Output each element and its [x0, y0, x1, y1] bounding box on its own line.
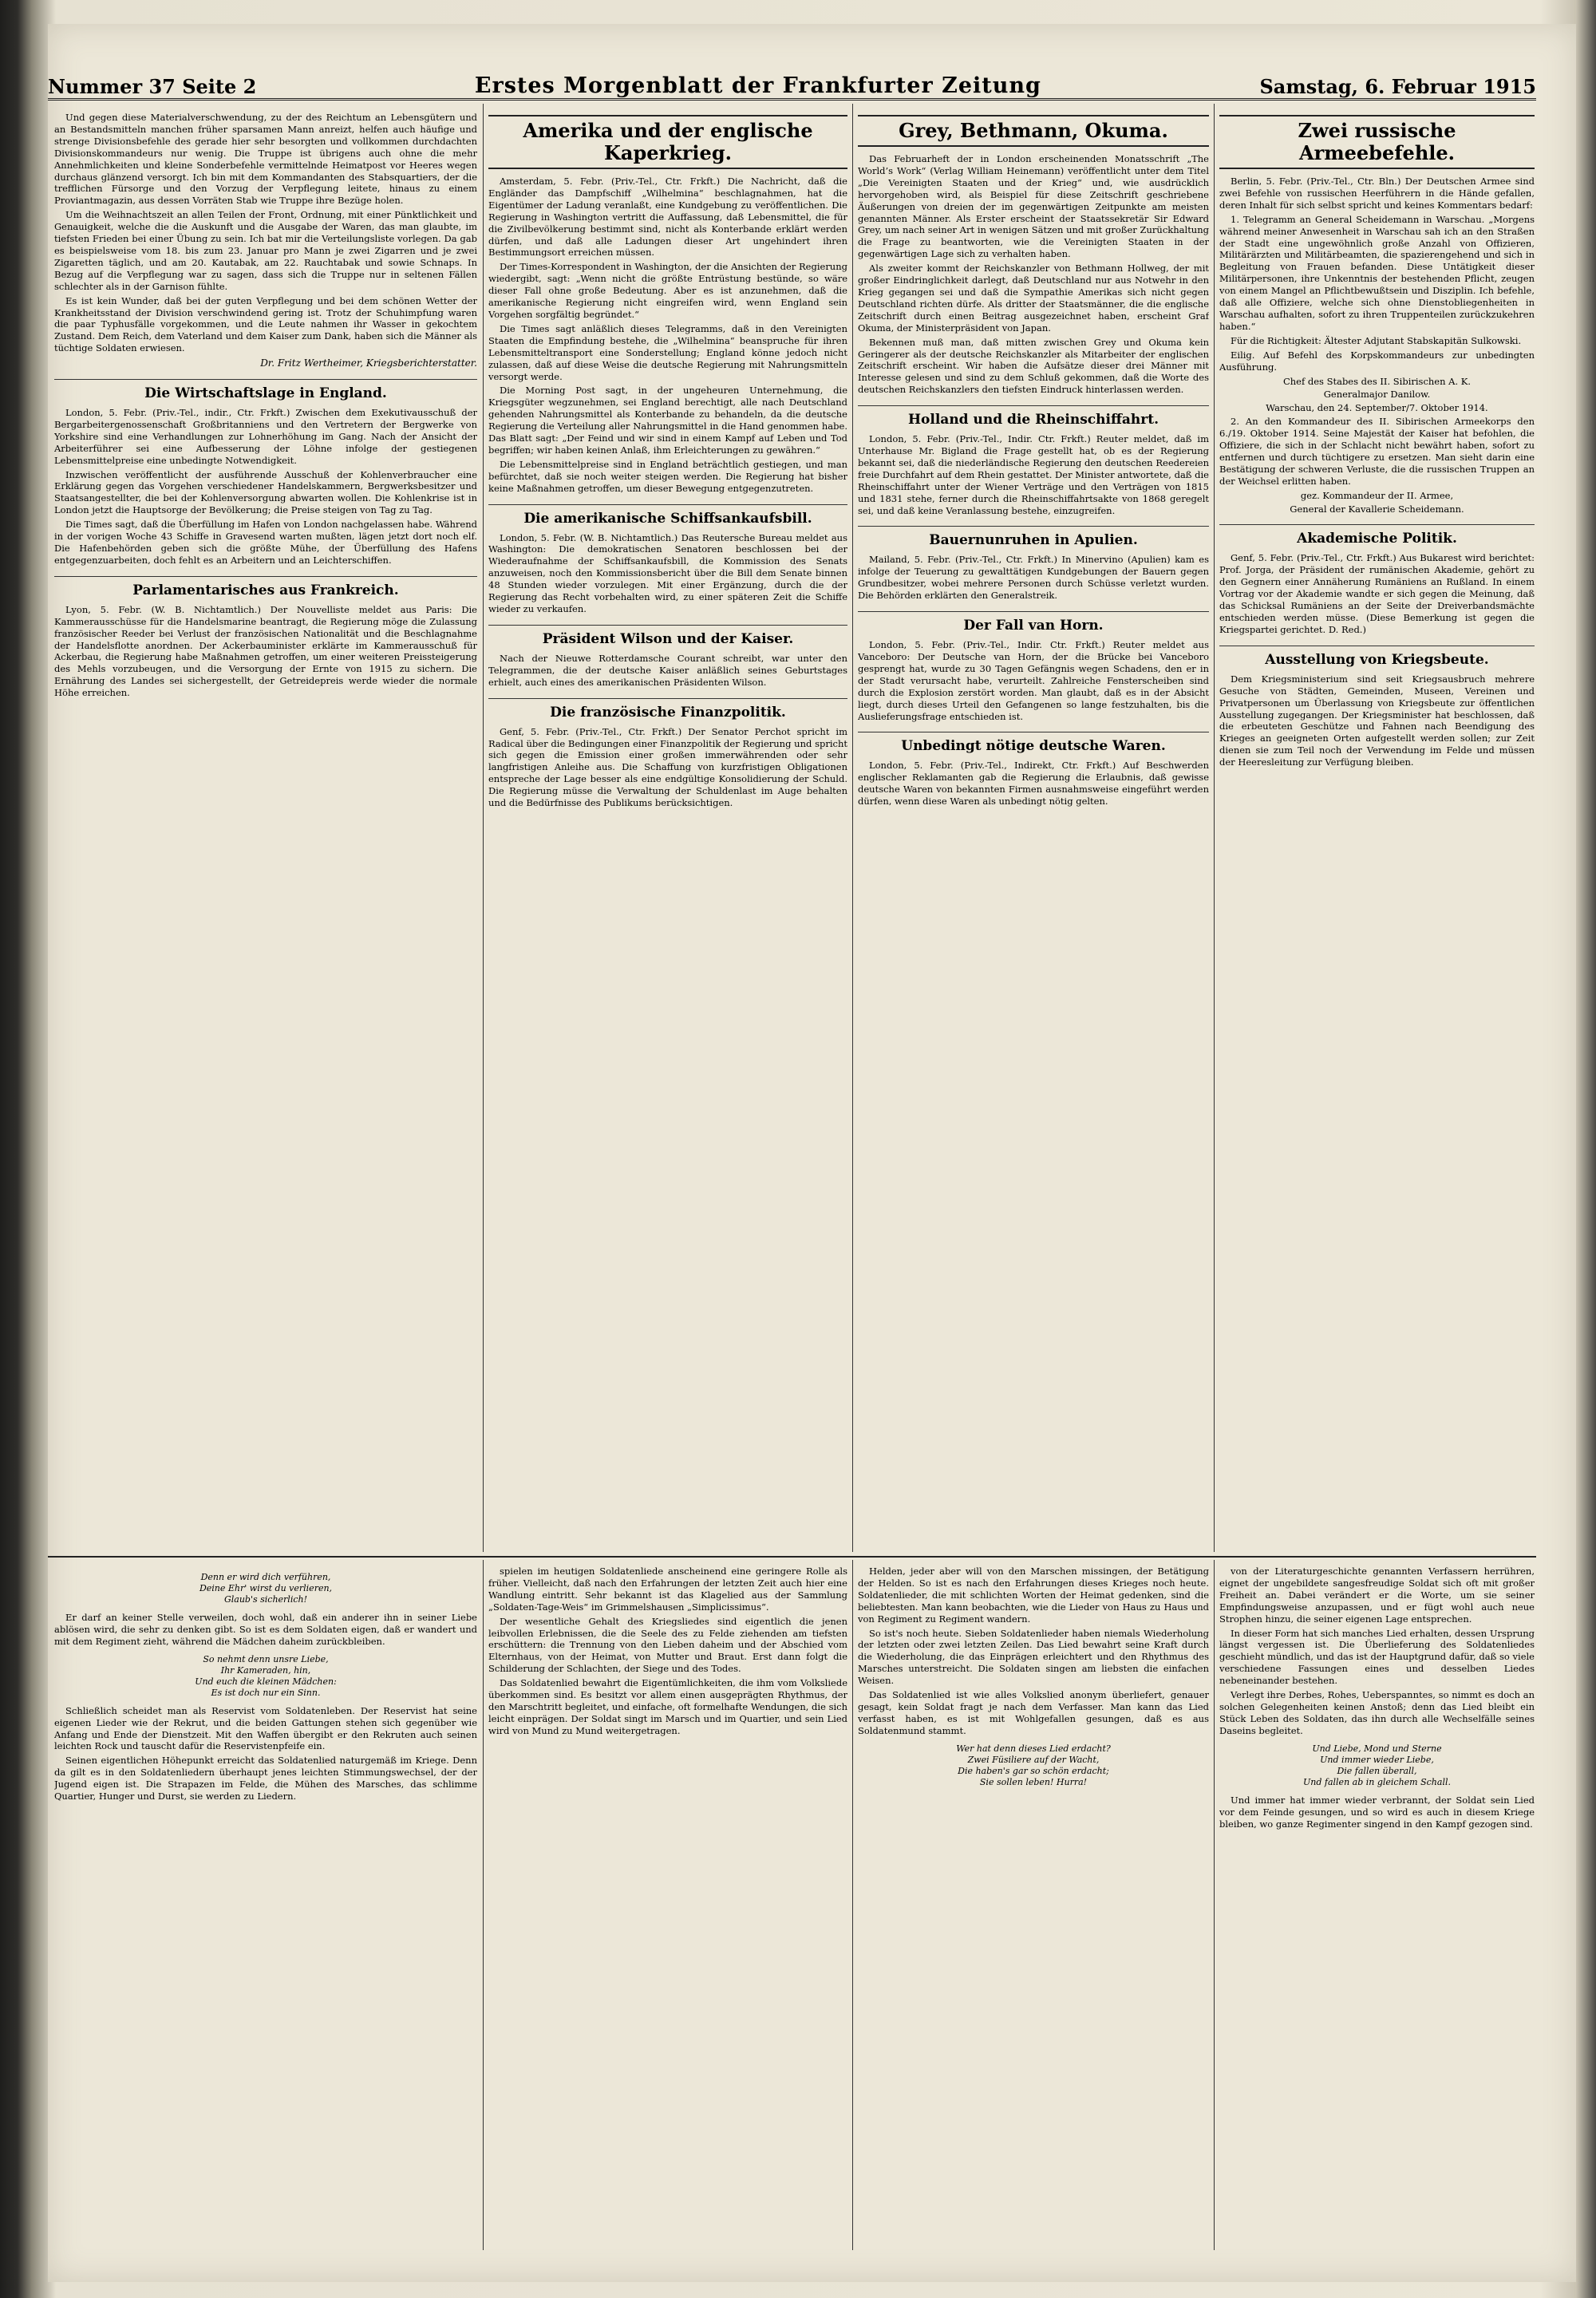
column-3: [858, 112, 1209, 1548]
column-4: [1219, 112, 1535, 1548]
article-paragraph: Schließlich scheidet man als Reservist vom Soldatenleben. Der Reservist hat seine eigenen Lieder wie der Rekrut, und die beiden Gattungen stehen sich gegenüber wie Anfang und Ende der Dienstzeit. Mit den Waffen übergibt er den Rekruten auch seinen leichten Rock und tauscht dafür die Reservistenpfeife ein.: [54, 1704, 477, 1752]
feuilleton-rule: [48, 1556, 1536, 1558]
article-paragraph: London, 5. Febr. (W. B. Nichtamtlich.) Das Reutersche Bureau meldet aus Washington: Die demokratischen Senatoren beschlossen bei der Wiederaufnahme der Schiffsankaufsbill, die Kommission des Senats anzuweisen, noch den Kommissionsbericht über die Bill dem Senate binnen 48 Stunden wieder vorzulegen. Mit einer Ergänzung, durch die der Regierung das Recht vorbehalten wird, zu einer späteren Zeit die Schiffe wieder zu verkaufen.: [488, 531, 847, 614]
masthead: [48, 60, 1536, 101]
verse-line: Sie sollen leben! Hurra!: [979, 1776, 1088, 1787]
feuilleton-column-2: [488, 1566, 847, 2248]
article-heading: Präsident Wilson und der Kaiser.: [488, 625, 847, 648]
article-paragraph: Verlegt ihre Derbes, Rohes, Ueberspanntes, so nimmt es doch an solchen Gelegenheiten keinen Anstoß; denn das Lied bleibt ein Stück Leben des Soldaten, das ihn durch alle Wechselfälle seines Daseins begleitet.: [1219, 1689, 1535, 1736]
verse-line: Denn er wird dich verführen,: [200, 1572, 331, 1582]
verse-line: Die haben's gar so schön erdacht;: [958, 1765, 1109, 1776]
verse-block: [54, 1654, 477, 1699]
article-paragraph: Das Soldatenlied bewahrt die Eigentümlichkeiten, die ihm vom Volksliede überkommen sind. Es besitzt vor allem einen ausgeprägten Rhythmus, der den Marschtritt begleitet, und einfache, oft formelhafte Wendungen, die sich leicht einprägen. Der Soldat singt im Marsch und im Quartier, und sein Lied wird von Mund zu Mund weitergetragen.: [488, 1677, 847, 1736]
article-heading: Die Wirtschaftslage in England.: [54, 379, 477, 402]
column-rule: [1214, 104, 1215, 1552]
feuilleton-column-3: [858, 1566, 1209, 2248]
article-heading: Akademische Politik.: [1219, 524, 1535, 547]
verse-line: Ihr Kameraden, hin,: [220, 1664, 311, 1676]
article-paragraph: Genf, 5. Febr. (Priv.-Tel., Ctr. Frkft.) Der Senator Perchot spricht im Radical über die Bedingungen einer Finanzpolitik der Regierung und spricht sich gegen die Emission einer großen immerwährenden oder sehr langfristigen Anleihe aus. Die Schaffung von kurzfristigen Obligationen entspreche der Lage besser als eine endgültige Konsolidierung der Schuld. Die Regierung müsse die Verwaltung der Schuldenlast im Auge behalten und die Bedürfnisse des Publikums berücksichtigen.: [488, 725, 847, 809]
issue-date: Samstag, 6. Februar 1915: [1259, 75, 1536, 98]
article-paragraph: Die Times sagt anläßlich dieses Telegramms, daß in den Vereinigten Staaten die Empfindung bestehe, die „Wilhelmina“ beanspruche für ihren Lebensmitteltransport eine Sonderstellung; England könne jedoch nicht zulassen, daß auf diese Weise die deutsche Regierung mit Nahrungsmitteln versorgt werde.: [488, 322, 847, 382]
verse-line: Und euch die kleinen Mädchen:: [195, 1676, 337, 1687]
article-paragraph: 1. Telegramm an General Scheidemann in Warschau. „Morgens während meiner Anwesenheit in Warschau sah ich an den Straßen der Stadt eine ungewöhnlich große Anzahl von Offizieren, Militärärzten und Militärbeamten, die spazierengehend und sich in Begleitung von Frauen befanden. Diese Untätigkeit dieser Militärpersonen, ihre Unkenntnis der bestehenden Pflicht, zeugen von einem Mangel an Pflichtbewußtsein und Disziplin. Ich befehle, daß alle Offiziere, welche sich ohne Dienstobliegenheiten in Warschau aufhalten, sofort zu ihren Truppenteilen zurückzukehren haben.“: [1219, 213, 1535, 332]
signature-line: Warschau, den 24. September/7. Oktober 1914.: [1266, 402, 1488, 414]
article-heading: Die amerikanische Schiffsankaufsbill.: [488, 504, 847, 527]
verse-line: Deine Ehr' wirst du verlieren,: [199, 1583, 333, 1593]
article-paragraph: Lyon, 5. Febr. (W. B. Nichtamtlich.) Der Nouvelliste meldet aus Paris: Die Kammerausschüsse für die Handelsmarine beantragt, die Regierung möge die Zulassung französischer Reeder bei Verlust der französischen Nationalität und die Beschlagnahme der Handelsflotte anordnen. Der Ackerbauminister erklärte im Kammerausschuß für Ackerbau, die Regierung habe Maßnahmen getroffen, um einer weiteren Preissteigerung des Mehls vorzubeugen, und die Versorgung der Ernte von 1915 zu sichern. Die Ernährung des Landes sei sichergestellt, der Getreidepreis werde wieder die normale Höhe erreichen.: [54, 603, 477, 699]
column-rule: [1214, 1560, 1215, 2250]
article-paragraph: Helden, jeder aber will von den Marschen missingen, der Betätigung der Helden. So ist es nach den Erfahrungen dieses Krieges noch heute. Soldatenlieder, die mit schlichten Worten der Heimat gedenken, sind die beliebtesten. Man kann beobachten, wie die Lieder von Haus zu Haus und von Regiment zu Regiment wandern.: [858, 1566, 1209, 1625]
article-paragraph: Er darf an keiner Stelle verweilen, doch wohl, daß ein anderer ihn in seiner Liebe ablösen wird, die sehr zu denken gibt. So ist es dem Soldaten eigen, daß er wandert und mit dem Regiment zieht, während die Mädchen daheim zurückbleiben.: [54, 1612, 477, 1647]
article-paragraph: Um die Weihnachtszeit an allen Teilen der Front, Ordnung, mit einer Pünktlichkeit und Genauigkeit, welche die die Auskunft und die Ausgabe der Waren, das man glaubte, im tiefsten Frieden bei einer Übung zu sein. Ich bat mir die Verteilungsliste vorlegen. Da gab es beispielsweise vom 18. bis zum 23. Januar pro Mann je zwei Zigarren und je zwei Zigaretten täglich, und am 20. Kautabak, am 22. Rauchtabak und sowie Schnaps. In Bezug auf die Verpflegung war zu sagen, dass sich die Truppe nur in seltenen Fällen schlechter als in der Garnison fühlte.: [54, 209, 477, 292]
article-paragraph: Und immer hat immer wieder verbrannt, der Soldat sein Lied vor dem Feinde gesungen, und so wird es auch in diesem Kriege bleiben, wo ganze Regimenter singend in den Kampf gezogen sind.: [1219, 1794, 1535, 1830]
article-paragraph: Das Februarheft der in London erscheinenden Monatsschrift „The World’s Work“ (Verlag William Heinemann) veröffentlicht unter dem Titel „Die Vereinigten Staaten und der Krieg“ und, wie ausdrücklich hervorgehoben wird, als Beispiel für diese Zeitschrift geschriebene Äußerungen von dreien der im gegenwärtigen Zeitpunkte am meisten genannten Männer. Als Erster erscheint der Staatssekretär Sir Edward Grey, um nach seiner Art in wenigen Sätzen und mit großer Zurückhaltung die Frage zu beantworten, wie die Vereinigten Staaten in der gegenwärtigen Lage sich zu verhalten haben.: [858, 153, 1209, 260]
article-paragraph: Eilig. Auf Befehl des Korpskommandeurs zur unbedingten Ausführung.: [1219, 349, 1535, 373]
signature-line: gez. Kommandeur der II. Armee,: [1300, 489, 1454, 501]
article-paragraph: Seinen eigentlichen Höhepunkt erreicht das Soldatenlied naturgemäß im Kriege. Denn da gilt es in den Soldatenliedern überhaupt jenes leichten Stimmungswechsel, der der Jugend eigen ist. Die Strapazen im Felde, die Mühen des Marsches, das schlimme Quartier, Hunger und Durst, sie werden zu Liedern.: [54, 1755, 477, 1802]
article-heading: Bauernunruhen in Apulien.: [858, 526, 1209, 549]
article-paragraph: Als zweiter kommt der Reichskanzler von Bethmann Hollweg, der mit großer Eindringlichkeit darlegt, daß Deutschland nur aus Notwehr in den Krieg gegangen sei und daß die Sympathie Amerikas sich nicht gegen Deutschland richten dürfe. Als dritter der Staatsmänner, die die englische Zeitschrift durch einen Beitrag ausgezeichnet haben, erscheint Graf Okuma, der Ministerpräsident von Japan.: [858, 263, 1209, 334]
article-paragraph: 2. An den Kommandeur des II. Sibirischen Armeekorps den 6./19. Oktober 1914. Seine Majestät der Kaiser hat befohlen, die Offiziere, die sich in der Schlacht nicht bewährt haben, sofort zu entfernen und durch tüchtigere zu ersetzen. Man sieht darin eine Bestätigung der schweren Verluste, die die russischen Truppen an der Weichsel erlitten haben.: [1219, 416, 1535, 487]
article-paragraph: Mailand, 5. Febr. (Priv.-Tel., Ctr. Frkft.) In Minervino (Apulien) kam es infolge der Teuerung zu gewalttätigen Kundgebungen der Bauern gegen Grundbesitzer, wobei mehrere Personen durch Schüsse verletzt wurden. Die Behörden erklärten den Generalstreik.: [858, 554, 1209, 602]
verse-block: [54, 1572, 477, 1605]
verse-line: Die fallen überall,: [1337, 1765, 1417, 1776]
article-paragraph: Der wesentliche Gehalt des Kriegsliedes sind eigentlich die jenen leibvollen Erlebnissen, die die Seele des zu Felde ziehenden am tiefsten erschüttern: die Trennung von den Lieben daheim und der Abschied vom Elternhaus, von der Heimat, von Mutter und Braut. Erst dann folgt die Schilderung der Schlachten, der Siege und des Todes.: [488, 1615, 847, 1675]
article-heading: Amerika und der englische Kaperkrieg.: [488, 115, 847, 169]
verse-line: Und fallen ab in gleichem Schall.: [1303, 1776, 1451, 1787]
article-paragraph: Das Soldatenlied ist wie alles Volkslied anonym überliefert, genauer gesagt, kein Soldat fragt je nach dem Verfasser. Man kann das Lied verfasst haben, es ist mit Wohlgefallen gesungen, daß es aus Soldatenmund stammt.: [858, 1689, 1209, 1736]
verse-line: Glaub's sicherlich!: [223, 1594, 308, 1605]
article-heading: Ausstellung von Kriegsbeute.: [1219, 646, 1535, 669]
feuilleton-column-1: [54, 1566, 477, 2248]
column-1: [54, 112, 477, 1548]
article-paragraph: Die Times sagt, daß die Überfüllung im Hafen von London nachgelassen habe. Während in der vorigen Woche 43 Schiffe in Gravesend warten mußten, lägen jetzt dort noch elf. Die Hafenbehörden geben sich die größte Mühe, der Überfüllung des Hafens entgegenzuarbeiten, doch fehlt es an Arbeitern und an Leichterschiffen.: [54, 519, 477, 566]
feuilleton-column-4: [1219, 1566, 1535, 2248]
verse-line: Und immer wieder Liebe,: [1320, 1754, 1434, 1765]
article-paragraph: spielen im heutigen Soldatenliede anscheinend eine geringere Rolle als früher. Vielleicht, daß nach den Erfahrungen der letzten Zeit auch hier eine Wandlung eintritt. Sehr bekannt ist das Klagelied aus der Sammlung „Soldaten-Tage-Weis“ im Grimmelshausen „Simplicissimus“.: [488, 1566, 847, 1613]
article-heading: Grey, Bethmann, Okuma.: [858, 115, 1209, 147]
article-paragraph: Die Morning Post sagt, in der ungeheuren Unternehmung, die Kriegsgüter wegzunehmen, sei England berechtigt, alle nach Deutschland gehenden Nahrungsmittel als Konterbande zu behandeln, da die deutsche Regierung die Verteilung aller Nahrungsmittel in die Hand genommen habe. Das Blatt sagt: „Der Feind und wir sind in einem Kampf auf Leben und Tod begriffen; wir haben keinen Anlaß, ihm Erleichterungen zu gewähren.“: [488, 385, 847, 456]
article-paragraph: London, 5. Febr. (Priv.-Tel., Indir. Ctr. Frkft.) Reuter meldet aus Vanceboro: Der Deutsche van Horn, der die Brücke bei Vanceboro gesprengt hat, wurde zu 30 Tagen Gefängnis wegen Schadens, den er in der Stadt verursacht habe, verurteilt. Zahlreiche Fensterscheiben sind durch die Explosion zerstört worden. Man glaubt, daß es in der Absicht liegt, durch dieses Urteil den Gefangenen so lange festzuhalten, bis die Auslieferungsfrage entschieden ist.: [858, 639, 1209, 722]
verse-block: [1219, 1743, 1535, 1788]
article-paragraph: Dem Kriegsministerium sind seit Kriegsausbruch mehrere Gesuche von Städten, Gemeinden, Museen, Vereinen und Privatpersonen um Überlassung von Kriegsbeute zur öffentlichen Ausstellung zugegangen. Der Kriegsminister hat beschlossen, daß die erbeuteten Geschütze und Fahnen nach Beendigung des Krieges an geeigneten Orten aufgestellt werden sollen; zur Zeit dienen sie zum Teil noch der Verwendung im Felde und müssen der Heeresleitung zur Verfügung bleiben.: [1219, 673, 1535, 768]
column-rule: [483, 104, 484, 1552]
author-byline: Dr. Fritz Wertheimer, Kriegsberichterstatter.: [260, 357, 477, 369]
article-heading: Parlamentarisches aus Frankreich.: [54, 576, 477, 599]
column-2: [488, 112, 847, 1548]
article-paragraph: London, 5. Febr. (Priv.-Tel., Indir. Ctr. Frkft.) Reuter meldet, daß im Unterhause Mr. Bigland die Frage gestellt hat, ob es der Regierung bekannt sei, daß die niederländische Regierung den deutschen Reedereien freie Durchfahrt auf dem Rhein gestattet. Der Minister antwortete, daß die Rheinschiffahrt unter der Wiener Verträge und den Verträgen von 1815 und 1831 stehe, ferner durch die Rheinschiffahrtsakte von 1868 geregelt sei, und daß keine Veranlassung bestehe, einzugreifen.: [858, 433, 1209, 516]
article-paragraph: Bekennen muß man, daß mitten zwischen Grey und Okuma kein Geringerer als der deutsche Reichskanzler als Mitarbeiter der englischen Zeitschrift erscheint. Wir haben die Aufsätze dieser drei Männer mit Interesse gelesen und sind zu dem Schluß gekommen, daß die Worte des deutschen Reichskanzlers den tiefsten Eindruck hinterlassen werden.: [858, 336, 1209, 396]
article-paragraph: Amsterdam, 5. Febr. (Priv.-Tel., Ctr. Frkft.) Die Nachricht, daß die Engländer das Dampfschiff „Wilhelmina“ beschlagnahmen, hat die Eigentümer der Ladung veranlaßt, eine Kundgebung zu veröffentlichen. Die Regierung in Washington vertritt die Auffassung, daß Lebensmittel, die für die Zivilbevölkerung bestimmt sind, nicht als Konterbande erklärt werden dürfen, und daß alle Ladungen dieser Art ungehindert ihren Bestimmungsort erreichen müssen.: [488, 176, 847, 259]
verse-line: Wer hat denn dieses Lied erdacht?: [956, 1743, 1111, 1754]
article-paragraph: So ist's noch heute. Sieben Soldatenlieder haben niemals Wiederholung der letzten oder zwei letzten Zeilen. Das Lied bewahrt seine Kraft durch die Wiederholung, die das Einprägen erleichtert und den Rhythmus des Marsches unterstreicht. Die Soldaten singen am liebsten die einfachen Weisen.: [858, 1627, 1209, 1687]
article-paragraph: London, 5. Febr. (Priv.-Tel., Indirekt, Ctr. Frkft.) Auf Beschwerden englischer Reklamanten gab die Regierung die Erlaubnis, daß gewisse deutsche Waren von bekannten Firmen ausnahmsweise eingeführt werden dürfen, wenn diese Waren als unbedingt nötig gelten.: [858, 760, 1209, 807]
article-paragraph: Genf, 5. Febr. (Priv.-Tel., Ctr. Frkft.) Aus Bukarest wird berichtet: Prof. Jorga, der Präsident der rumänischen Akademie, gehört zu den Gegnern einer Annäherung Rumäniens an Rußland. In einem Vortrag vor der Akademie wandte er sich gegen die Meinung, daß das Schicksal Rumäniens an der Seite der Dreiverbandsmächte entschieden werden müsse. (Diese Bemerkung ist gegen die Kriegspartei gerichtet. D. Red.): [1219, 552, 1535, 635]
article-heading: Holland und die Rheinschiffahrt.: [858, 405, 1209, 428]
issue-number: Nummer 37 Seite 2: [48, 75, 257, 98]
article-paragraph: Berlin, 5. Febr. (Priv.-Tel., Ctr. Bln.) Der Deutschen Armee sind zwei Befehle von russischen Heerführern in die Hände gefallen, deren Inhalt für sich selbst spricht und keines Kommentars bedarf:: [1219, 176, 1535, 211]
verse-line: Und Liebe, Mond und Sterne: [1312, 1743, 1442, 1754]
article-paragraph: Der Times-Korrespondent in Washington, der die Ansichten der Regierung wiedergibt, sagt: „Wenn nicht die größte Entrüstung bestünde, so wäre dieser Fall ohne große Bedeutung. Aber es ist anzunehmen, daß die amerikanische Regierung nicht eingreifen wird, wenn England sein Vorgehen sorgfältig begründet.“: [488, 261, 847, 320]
article-paragraph: Inzwischen veröffentlicht der ausführende Ausschuß der Kohlenverbraucher eine Erklärung gegen das Vorgehen verschiedener Handelskammern, Bergwerksbesitzer und Staatsangestellter, die bei der Kohlenversorgung abwarten wollen. Die Kohlenkrise ist in London jetzt die Hauptsorge der Bevölkerung; die Preise steigen von Tag zu Tag.: [54, 468, 477, 516]
article-heading: Die französische Finanzpolitik.: [488, 698, 847, 721]
article-paragraph: Nach der Nieuwe Rotterdamsche Courant schreibt, war unter den Telegrammen, die der deutsche Kaiser anläßlich seines Geburtstages erhielt, auch eines des amerikanischen Präsidenten Wilson.: [488, 652, 847, 688]
article-paragraph: Es ist kein Wunder, daß bei der guten Verpflegung und bei dem schönen Wetter der Krankheitsstand der Division verschwindend gering ist. Trotz der Schuhimpfung waren die paar Typhusfälle vorgekommen, und die Leute nahmen ihr Wasser in gekochtem Zustand. Dem Reich, dem Vaterland und dem Kaiser zum Dank, haben sich die Männer als tüchtige Soldaten erwiesen.: [54, 294, 477, 354]
column-rule: [852, 104, 853, 1552]
article-paragraph: Die Lebensmittelpreise sind in England beträchtlich gestiegen, und man befürchtet, daß sie noch weiter steigen werden. Die Regierung hat bisher keine Maßnahmen getroffen, um dieser Bewegung entgegenzutreten.: [488, 458, 847, 494]
article-paragraph: von der Literaturgeschichte genannten Verfassern herrühren, eignet der ungebildete sangesfreudige Soldat sich oft mit großer Freiheit an. Dabei verändert er die Worte, um sie seiner Empfindungsweise anzupassen, und er fügt wohl auch neue Strophen hinzu, die seiner eigenen Lage entsprechen.: [1219, 1566, 1535, 1625]
signature-line: General der Kavallerie Scheidemann.: [1290, 503, 1464, 515]
column-rule: [852, 1560, 853, 2250]
newspaper-title: Erstes Morgenblatt der Frankfurter Zeitung: [474, 73, 1041, 98]
verse-line: So nehmt denn unsre Liebe,: [203, 1653, 329, 1664]
signature-line: Generalmajor Danilow.: [1323, 389, 1431, 401]
article-paragraph: Und gegen diese Materialverschwendung, zu der des Reichtum an Lebensgütern und an Bestandsmitteln manchen früher sparsamen Mann anreizt, helfen auch häufige und strenge Divisionsbefehle des gerade hier sehr besorgten und vollkommen durchdachten Divisionskommandeurs nur wenig. Die Truppe ist übrigens auch ohne die mehr Annehmlichkeiten und kleine Sonderbefehle vermittelnde Heimatpost vor Heeres wegen durchaus glänzend versorgt. Ich bin mit dem Kommandanten des Stabsquartiers, der die trefflichen Fürsorge und den Vorzug der Verpflegung leitete, hinaus zu einem Proviantmagazin, aus dessen Vorräten Stab wie Truppe ihre Bezüge holen.: [54, 112, 477, 207]
signature-line: Chef des Stabes des II. Sibirischen A. K.: [1282, 375, 1472, 387]
article-heading: Der Fall van Horn.: [858, 611, 1209, 634]
article-paragraph: Für die Richtigkeit: Ältester Adjutant Stabskapitän Sulkowski.: [1231, 334, 1522, 346]
article-paragraph: London, 5. Febr. (Priv.-Tel., indir., Ctr. Frkft.) Zwischen dem Exekutivausschuß der Bergarbeitergenossenschaft Großbritanniens und den Vertretern der Bergwerke von Yorkshire sind eine Verhandlungen zur Lohnerhöhung im Gang. Nach der Ansicht der Arbeiterführer sei eine Aufbesserung der Löhne infolge der gestiegenen Lebensmittelpreise eine unbedingte Notwendigkeit.: [54, 407, 477, 466]
article-heading: Unbedingt nötige deutsche Waren.: [858, 732, 1209, 755]
column-rule: [483, 1560, 484, 2250]
verse-block: [858, 1743, 1209, 1788]
article-paragraph: In dieser Form hat sich manches Lied erhalten, dessen Ursprung längst vergessen ist. Die Überlieferung des Soldatenliedes geschieht mündlich, und das ist der Hauptgrund dafür, daß so viele verschiedene Fassungen eines und desselben Liedes nebeneinander bestehen.: [1219, 1627, 1535, 1687]
verse-line: Zwei Füsiliere auf der Wacht,: [967, 1754, 1100, 1765]
article-heading: Zwei russische Armeebefehle.: [1219, 115, 1535, 169]
verse-line: Es ist doch nur ein Sinn.: [211, 1687, 321, 1698]
